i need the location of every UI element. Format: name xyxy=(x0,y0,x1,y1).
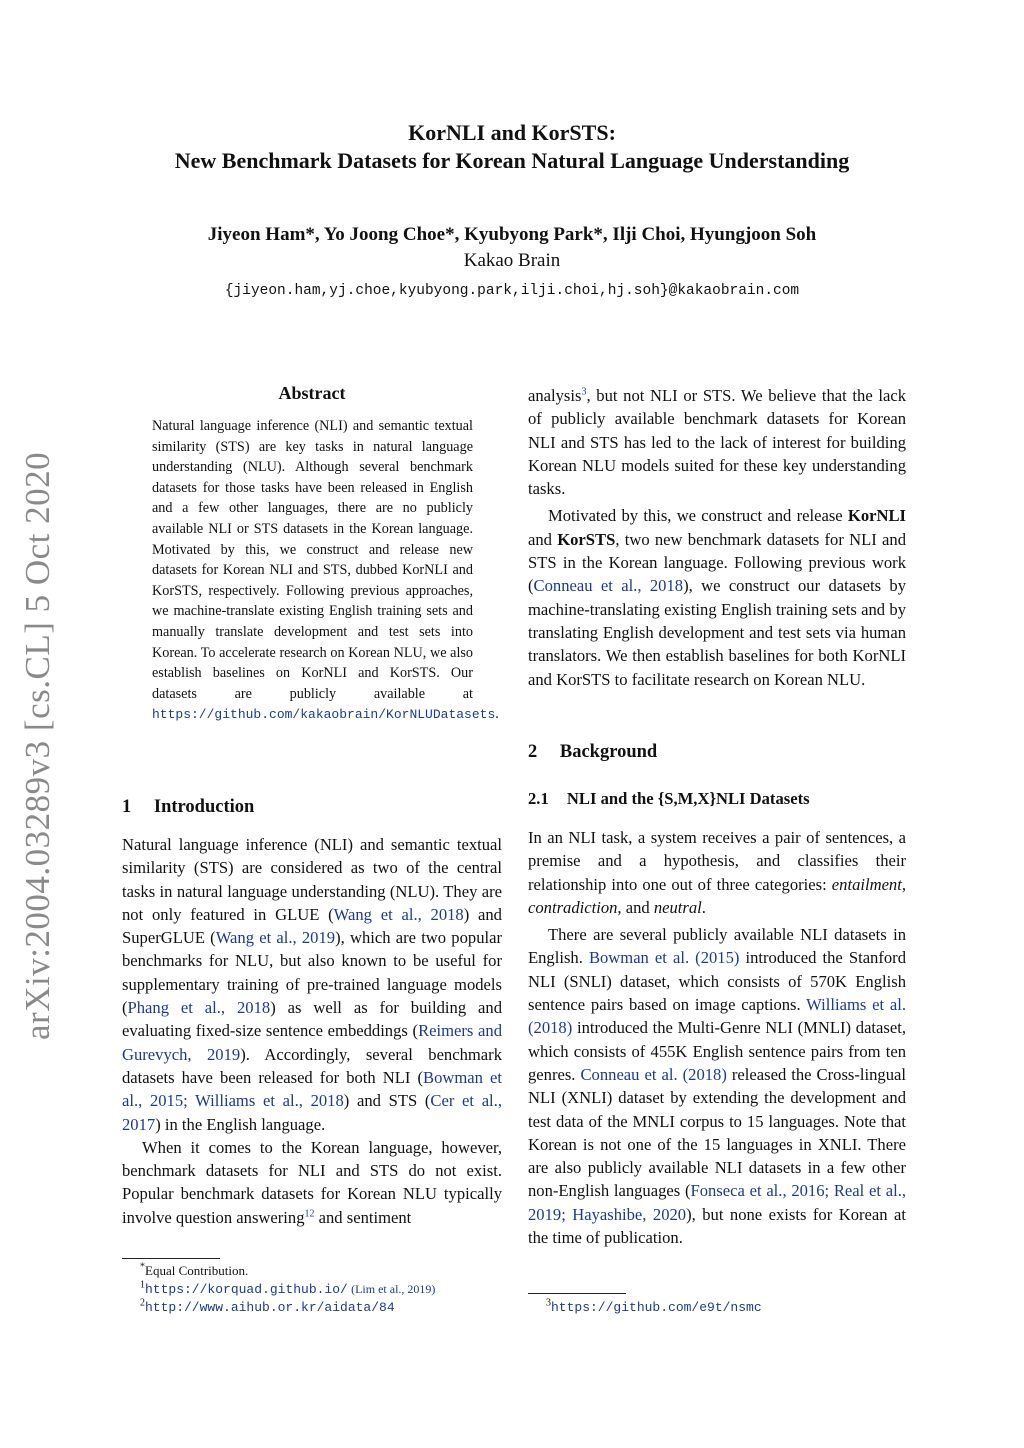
intro-paragraph-2 xyxy=(122,1136,502,1229)
paper-title-line2: New Benchmark Datasets for Korean Natural Language Understanding xyxy=(174,148,850,173)
footnote-3: $^3$https://github.com/e9t/nsmc xyxy=(546,1297,762,1315)
paper-title-line1: KorNLI and KorSTS: xyxy=(408,120,616,145)
dataset-repo-link[interactable]: https://github.com/kakaobrain/KorNLUDatasets xyxy=(152,707,496,723)
subsection-2-1-heading xyxy=(528,789,810,809)
korsts-name: KorSTS xyxy=(557,529,616,549)
affiliation: Kakao Brain xyxy=(463,250,561,271)
right-paragraph-1 xyxy=(528,384,906,500)
footnote-divider xyxy=(122,1258,220,1259)
author-emails: {jiyeon.ham,yj.choe,kyubyong.park,ilji.choi,hj.soh}@kakaobrain.com xyxy=(224,283,800,299)
right-column-top xyxy=(528,384,906,691)
nsmc-link[interactable]: https://github.com/e9t/nsmc xyxy=(551,1300,762,1315)
section-1-number: 1 xyxy=(122,797,132,817)
text-run: released the Cross-lingual NLI (XNLI) dataset by extending the development and test data of the MNLI corpus to 15 languages. Note that Korean is not one of the 15 languages in XNLI. There are also publicly available NLI datasets in a few other non-English languages ( xyxy=(528,1064,906,1201)
citation-link[interactable]: (Lim et al., 2019) xyxy=(351,1282,436,1296)
label-contradiction: contradiction xyxy=(528,897,618,917)
text-run: ), we construct our datasets by machine-translating existing English training sets and by translating English development and test sets via human translators. We then establish baselines for both KorNLI and KorSTS to facilitate research on Korean NLU. xyxy=(528,576,906,689)
text-run: . xyxy=(701,897,706,917)
text-run: , but not NLI or STS. We believe that the lack of publicly available benchmark datasets for Korean NLI and STS has led to the lack of interest for building Korean NLU models suited for these key understanding tasks. xyxy=(528,386,906,499)
citation-link[interactable]: Williams et al. (2018) xyxy=(528,995,906,1038)
citation-link[interactable]: Conneau et al. (2018) xyxy=(580,1064,727,1084)
citation-link[interactable]: Wang et al., 2018 xyxy=(333,904,464,924)
section-2-number: 2 xyxy=(528,742,538,762)
text-run: and xyxy=(528,529,558,549)
section-2-title: Background xyxy=(559,742,658,762)
section-1-heading xyxy=(122,797,254,818)
text-run: In an NLI task, a system receives a pair of sentences, a premise and a hypothesis, and classifies their relationship into one out of three categories: xyxy=(528,828,906,894)
subsection-2-1-number: 2.1 xyxy=(528,789,549,808)
section-2-heading xyxy=(528,742,657,763)
text-run: , two new benchmark datasets for NLI and STS in the Korean language. Following previous work ( xyxy=(528,529,907,596)
citation-link[interactable]: Conneau et al., 2018 xyxy=(533,576,684,596)
subsection-2-1-title: NLI and the {S,M,X}NLI Datasets xyxy=(566,789,810,808)
abstract-heading: Abstract xyxy=(278,383,346,403)
footnote-text: Equal Contribution. xyxy=(145,1263,249,1278)
text-run: ) as well as for building and evaluating fixed-size sentence embeddings ( xyxy=(122,998,502,1041)
text-run: and sentiment xyxy=(314,1207,412,1227)
aihub-link[interactable]: http://www.aihub.or.kr/aidata/84 xyxy=(145,1300,395,1315)
label-entailment: entailment xyxy=(831,874,902,894)
right-paragraph-4 xyxy=(528,923,906,1249)
author-list: Jiyeon Ham*, Yo Joong Choe*, Kyubyong Park*, Ilji Choi, Hyungjoon Soh xyxy=(207,224,817,245)
text-run: When it comes to the Korean language, however, benchmark datasets for NLI and STS do not exist. Popular benchmark datasets for Korean NLU typically involve question answering xyxy=(122,1137,502,1227)
abstract-end: . xyxy=(495,706,499,723)
text-run: , and xyxy=(617,897,654,917)
intro-body xyxy=(122,833,502,1229)
text-run: There are several publicly available NLI datasets in English. xyxy=(528,925,906,968)
citation-link[interactable]: Wang et al., 2019 xyxy=(215,928,336,948)
text-run: ), but none exists for Korean at the time of publication. xyxy=(528,1204,906,1248)
text-run: ) in the English language. xyxy=(155,1114,326,1134)
footnote-1: $^1$https://korquad.github.io/ (Lim et al., 2019) xyxy=(140,1279,436,1297)
text-run: introduced the Stanford NLI (SNLI) dataset, which consists of 570K English sentence pairs based on image captions. xyxy=(528,948,906,1015)
text-run: introduced the Multi-Genre NLI (MNLI) dataset, which consists of 455K English sentence pairs from ten genres. xyxy=(528,1018,906,1084)
text-run: , xyxy=(901,874,906,894)
text-run: ). Accordingly, several benchmark datasets have been released for both NLI ( xyxy=(122,1044,502,1087)
footnote-marker[interactable]: 3 xyxy=(581,386,587,398)
citation-link[interactable]: Fonseca et al., 2016; Real et al., 2019; Hayashibe, 2020 xyxy=(528,1181,907,1224)
korquad-link[interactable]: https://korquad.github.io/ xyxy=(145,1282,348,1297)
citation-link[interactable]: Phang et al., 2018 xyxy=(127,998,271,1018)
footnote-divider-right xyxy=(528,1293,626,1294)
citation-link[interactable]: Bowman et al., 2015; Williams et al., 2018 xyxy=(122,1067,502,1111)
citation-link[interactable]: Bowman et al. (2015) xyxy=(588,948,740,968)
label-neutral: neutral xyxy=(653,897,702,917)
text-run: Natural language inference (NLI) and semantic textual similarity (STS) are considered as two of the central tasks in natural language understanding (NLU). They are not only featured in GLUE ( xyxy=(122,835,502,924)
footnote-2: $^2$http://www.aihub.or.kr/aidata/84 xyxy=(140,1297,395,1315)
text-run: ), which are two popular benchmarks for NLU, but also known to be useful for supplementary training of pre-trained language models ( xyxy=(122,928,502,1018)
section-1-title: Introduction xyxy=(153,797,255,817)
right-paragraph-3 xyxy=(528,826,906,919)
kornli-name: KorNLI xyxy=(847,506,906,526)
citation-link[interactable]: Reimers and Gurevych, 2019 xyxy=(122,1021,502,1064)
footnote-equal: *Equal Contribution. xyxy=(140,1261,249,1278)
text-run: analysis xyxy=(528,386,582,405)
abstract-body xyxy=(152,416,499,726)
footnote-marker[interactable]: 12 xyxy=(304,1208,315,1220)
intro-paragraph-1 xyxy=(122,833,502,1136)
text-run: ) and SuperGLUE ( xyxy=(122,904,502,948)
text-run: ) and STS ( xyxy=(343,1091,431,1111)
citation-link[interactable]: Cer et al., 2017 xyxy=(122,1091,502,1134)
arxiv-identifier: arXiv:2004.03289v3 [cs.CL] 5 Oct 2020 xyxy=(18,451,57,1040)
right-column-bottom xyxy=(528,826,906,1249)
abstract-text: Natural language inference (NLI) and semantic textual similarity (STS) are key tasks in natural language understanding (NLU). Although several benchmark datasets for those tasks have been released in English and a few other languages, there are no publicly available NLI or STS datasets in the Korean language. Motivated by this, we construct and release new datasets for Korean NLI and STS, dubbed KorNLI and KorSTS, respectively. Following previous approaches, we machine-translate existing English training sets and manually translate development and test sets into Korean. To accelerate research on Korean NLU, we also establish baselines on KorNLI and KorSTS. Our datasets are publicly available at xyxy=(152,418,473,702)
right-paragraph-2 xyxy=(528,504,906,690)
text-run: Motivated by this, we construct and release xyxy=(548,506,848,526)
